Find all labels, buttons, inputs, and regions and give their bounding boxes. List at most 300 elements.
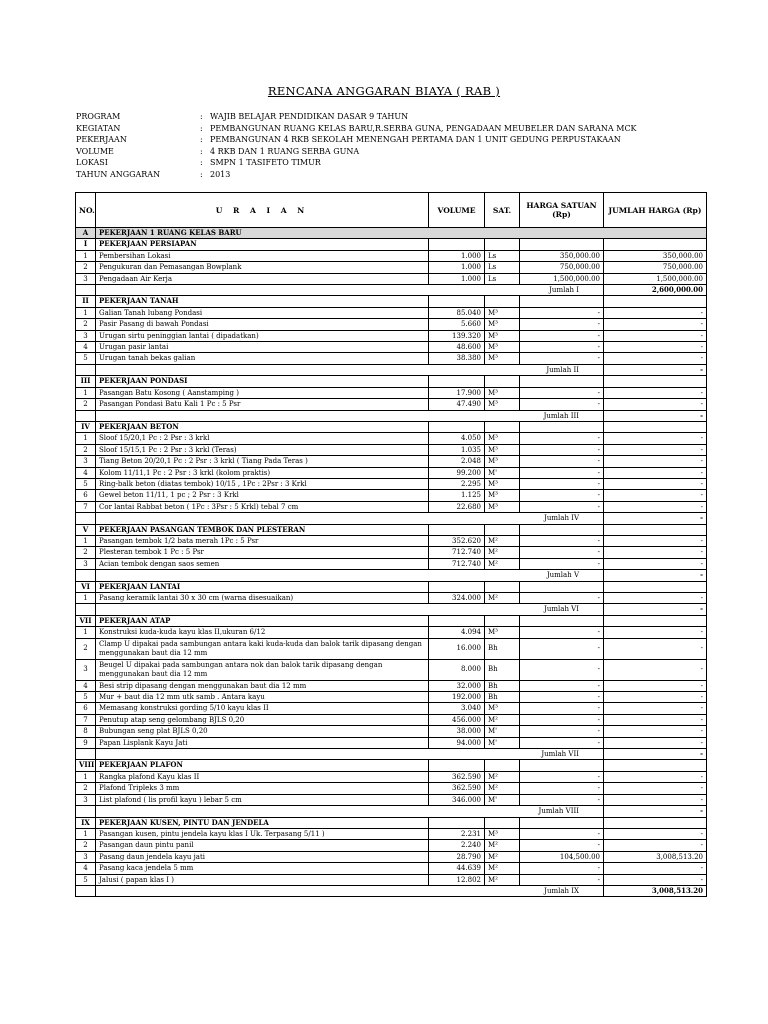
cell-empty <box>76 570 96 581</box>
item-jumlah-harga: - <box>604 874 707 885</box>
item-volume: 139.320 <box>429 330 485 341</box>
cell-empty <box>520 615 604 626</box>
item-uraian: List plafond ( lis profil kayu ) lebar 5 cm <box>96 794 429 805</box>
item-volume: 94.000 <box>429 737 485 748</box>
cell-empty <box>485 421 520 432</box>
group-row <box>76 615 707 626</box>
cell-empty <box>76 749 96 760</box>
item-uraian: Pasangan tembok 1/2 bata merah 1Pc : 5 Psr <box>96 535 429 546</box>
item-harga-satuan: 350,000.00 <box>520 250 604 261</box>
group-roman: IX <box>76 817 96 828</box>
item-jumlah-harga: 750,000.00 <box>604 262 707 273</box>
item-satuan: M² <box>485 593 520 604</box>
cell-empty <box>76 806 96 817</box>
header-volume: VOLUME <box>429 193 485 228</box>
item-no: 4 <box>76 680 96 691</box>
item-harga-satuan: - <box>520 342 604 353</box>
table-header <box>76 193 707 228</box>
item-harga-satuan: - <box>520 659 604 680</box>
item-jumlah-harga: - <box>604 828 707 839</box>
table-row <box>76 399 707 410</box>
item-uraian: Sloof 15/15,1 Pc : 2 Psr : 3 krkl (Teras) <box>96 444 429 455</box>
group-total-row <box>76 364 707 375</box>
item-satuan: M² <box>485 558 520 569</box>
item-jumlah-harga: 350,000.00 <box>604 250 707 261</box>
item-no: 6 <box>76 703 96 714</box>
table-row <box>76 593 707 604</box>
cell-empty <box>604 421 707 432</box>
item-no: 4 <box>76 342 96 353</box>
meta-row <box>76 146 637 158</box>
meta-key: PEKERJAAN <box>76 135 127 145</box>
group-name: PEKERJAAN ATAP <box>96 615 429 626</box>
item-uraian: Plafond Tripleks 3 mm <box>96 783 429 794</box>
item-harga-satuan: - <box>520 863 604 874</box>
item-harga-satuan: - <box>520 319 604 330</box>
table-row <box>76 771 707 782</box>
item-jumlah-harga: - <box>604 342 707 353</box>
table-row <box>76 501 707 512</box>
group-total-value: 2,600,000.00 <box>604 285 707 296</box>
cell-empty <box>520 817 604 828</box>
item-uraian: Pasang keramik lantai 30 x 30 cm (warna disesuaikan) <box>96 593 429 604</box>
item-harga-satuan: - <box>520 444 604 455</box>
group-name: PEKERJAAN LANTAI <box>96 581 429 592</box>
header-harga-satuan: HARGA SATUAN (Rp) <box>520 193 604 228</box>
item-volume: 85.040 <box>429 307 485 318</box>
cell-empty <box>485 581 520 592</box>
group-total-label: Jumlah V <box>96 570 604 581</box>
header-no: NO. <box>76 193 96 228</box>
item-satuan: M² <box>485 535 520 546</box>
item-satuan: M³ <box>485 387 520 398</box>
meta-value: SMPN 1 TASIFETO TIMUR <box>210 158 321 168</box>
meta-key: LOKASI <box>76 158 108 168</box>
item-jumlah-harga: - <box>604 330 707 341</box>
item-satuan: M³ <box>485 353 520 364</box>
item-satuan: M³ <box>485 444 520 455</box>
item-jumlah-harga: - <box>604 726 707 737</box>
item-satuan: M³ <box>485 627 520 638</box>
cell-empty <box>604 524 707 535</box>
item-no: 2 <box>76 319 96 330</box>
item-no: 4 <box>76 863 96 874</box>
item-uraian: Bubungan seng plat BJLS 0,20 <box>96 726 429 737</box>
item-volume: 8.000 <box>429 659 485 680</box>
item-harga-satuan: - <box>520 771 604 782</box>
table-row <box>76 273 707 284</box>
group-row <box>76 581 707 592</box>
item-volume: 44.639 <box>429 863 485 874</box>
group-total-value: - <box>604 513 707 524</box>
meta-separator: : <box>200 135 203 145</box>
item-harga-satuan: - <box>520 307 604 318</box>
item-satuan: M³ <box>485 501 520 512</box>
group-name: PEKERJAAN TANAH <box>96 296 429 307</box>
group-row <box>76 421 707 432</box>
group-total-value: - <box>604 749 707 760</box>
item-jumlah-harga: - <box>604 714 707 725</box>
item-no: 1 <box>76 593 96 604</box>
item-uraian: Mur + baut dia 12 mm utk samb . Antara kayu <box>96 692 429 703</box>
item-harga-satuan: - <box>520 680 604 691</box>
item-satuan: M³ <box>485 478 520 489</box>
table-row <box>76 828 707 839</box>
table-row <box>76 535 707 546</box>
meta-value: WAJIB BELAJAR PENDIDIKAN DASAR 9 TAHUN <box>210 112 409 121</box>
group-total-value: - <box>604 410 707 421</box>
item-volume: 38.000 <box>429 726 485 737</box>
meta-row <box>76 123 637 135</box>
item-harga-satuan: - <box>520 547 604 558</box>
group-name: PEKERJAAN PONDASI <box>96 376 429 387</box>
meta-separator: : <box>200 112 203 121</box>
table-row <box>76 342 707 353</box>
item-harga-satuan: - <box>520 399 604 410</box>
item-no: 1 <box>76 771 96 782</box>
cell-empty <box>485 817 520 828</box>
item-volume: 12.802 <box>429 874 485 885</box>
item-no: 1 <box>76 627 96 638</box>
item-uraian: Urugan tanah bekas galian <box>96 353 429 364</box>
item-uraian: Pasir Pasang di bawah Pondasi <box>96 319 429 330</box>
group-total-row <box>76 410 707 421</box>
item-uraian: Ring-balk beton (diatas tembok) 10/15 , 1Pc : 2Psr : 3 Krkl <box>96 478 429 489</box>
item-satuan: M³ <box>485 342 520 353</box>
item-satuan: M² <box>485 840 520 851</box>
table-row <box>76 714 707 725</box>
table-row <box>76 307 707 318</box>
meta-key: KEGIATAN <box>76 123 121 133</box>
item-harga-satuan: - <box>520 794 604 805</box>
group-row <box>76 817 707 828</box>
table-row <box>76 680 707 691</box>
group-roman: IV <box>76 421 96 432</box>
item-satuan: M' <box>485 737 520 748</box>
meta-row <box>76 169 637 181</box>
item-volume: 712.740 <box>429 547 485 558</box>
cell-empty <box>485 760 520 771</box>
item-uraian: Pasang daun jendela kayu jati <box>96 851 429 862</box>
cell-empty <box>520 581 604 592</box>
item-no: 3 <box>76 794 96 805</box>
meta-row <box>76 111 637 123</box>
item-volume: 48.600 <box>429 342 485 353</box>
item-satuan: M³ <box>485 330 520 341</box>
cell-empty <box>604 615 707 626</box>
meta-value: PEMBANGUNAN 4 RKB SEKOLAH MENENGAH PERTAMA DAN 1 UNIT GEDUNG PERPUSTAKAAN <box>210 135 621 145</box>
meta-separator: : <box>200 123 203 133</box>
item-no: 5 <box>76 478 96 489</box>
item-volume: 456.000 <box>429 714 485 725</box>
item-harga-satuan: - <box>520 558 604 569</box>
header-sat: SAT. <box>485 193 520 228</box>
item-jumlah-harga: - <box>604 783 707 794</box>
item-volume: 2.231 <box>429 828 485 839</box>
item-satuan: M² <box>485 783 520 794</box>
item-uraian: Urugan sirtu peninggian lantai ( dipadatkan) <box>96 330 429 341</box>
item-satuan: Ls <box>485 262 520 273</box>
item-volume: 2.048 <box>429 456 485 467</box>
item-jumlah-harga: - <box>604 490 707 501</box>
item-harga-satuan: 750,000.00 <box>520 262 604 273</box>
meta-key: VOLUME <box>76 146 114 156</box>
item-volume: 192.000 <box>429 692 485 703</box>
cell-empty <box>429 524 485 535</box>
cell-empty <box>604 581 707 592</box>
item-jumlah-harga: 3,008,513.20 <box>604 851 707 862</box>
group-total-row <box>76 570 707 581</box>
item-no: 5 <box>76 692 96 703</box>
meta-key: PROGRAM <box>76 112 121 121</box>
table-row <box>76 330 707 341</box>
cell-empty <box>485 296 520 307</box>
item-uraian: Pasangan Pondasi Batu Kali 1 Pc : 5 Psr <box>96 399 429 410</box>
item-jumlah-harga: - <box>604 703 707 714</box>
table-row <box>76 467 707 478</box>
table-row <box>76 794 707 805</box>
item-satuan: Bh <box>485 692 520 703</box>
item-jumlah-harga: - <box>604 478 707 489</box>
item-uraian: Pasangan daun pintu panil <box>96 840 429 851</box>
item-uraian: Pasang kaca jendela 5 mm <box>96 863 429 874</box>
group-total-value: - <box>604 570 707 581</box>
item-satuan: Ls <box>485 250 520 261</box>
item-jumlah-harga: - <box>604 692 707 703</box>
item-satuan: M³ <box>485 828 520 839</box>
cell-empty <box>429 376 485 387</box>
table-row <box>76 783 707 794</box>
item-jumlah-harga: - <box>604 638 707 659</box>
item-uraian: Konstruksi kuda-kuda kayu klas II,ukuran 6/12 <box>96 627 429 638</box>
item-jumlah-harga: - <box>604 794 707 805</box>
item-volume: 346.000 <box>429 794 485 805</box>
meta-value: 2013 <box>210 169 231 179</box>
item-volume: 1.000 <box>429 273 485 284</box>
group-total-row <box>76 749 707 760</box>
item-jumlah-harga: - <box>604 558 707 569</box>
item-jumlah-harga: - <box>604 319 707 330</box>
item-jumlah-harga: - <box>604 737 707 748</box>
item-volume: 324.000 <box>429 593 485 604</box>
item-satuan: M² <box>485 874 520 885</box>
item-jumlah-harga: - <box>604 771 707 782</box>
item-harga-satuan: - <box>520 714 604 725</box>
meta-separator: : <box>200 158 203 168</box>
cell-empty <box>520 421 604 432</box>
item-no: 2 <box>76 444 96 455</box>
group-roman: III <box>76 376 96 387</box>
group-row <box>76 239 707 250</box>
item-volume: 2.295 <box>429 478 485 489</box>
section-row <box>76 228 707 239</box>
item-jumlah-harga: - <box>604 659 707 680</box>
item-harga-satuan: - <box>520 467 604 478</box>
group-total-value: - <box>604 364 707 375</box>
group-roman: II <box>76 296 96 307</box>
cell-empty <box>604 296 707 307</box>
group-name: PEKERJAAN PERSIAPAN <box>96 239 429 250</box>
item-uraian: Plesteran tembok 1 Pc : 5 Psr <box>96 547 429 558</box>
group-roman: VI <box>76 581 96 592</box>
cell-empty <box>429 421 485 432</box>
table-row <box>76 659 707 680</box>
cell-empty <box>429 817 485 828</box>
group-total-label: Jumlah VI <box>96 604 604 615</box>
item-no: 1 <box>76 433 96 444</box>
item-jumlah-harga: - <box>604 307 707 318</box>
item-no: 1 <box>76 250 96 261</box>
item-satuan: Ls <box>485 273 520 284</box>
group-name: PEKERJAAN PASANGAN TEMBOK DAN PLESTERAN <box>96 524 429 535</box>
item-no: 2 <box>76 783 96 794</box>
cell-empty <box>485 239 520 250</box>
item-satuan: Bh <box>485 659 520 680</box>
table-row <box>76 478 707 489</box>
meta-separator: : <box>200 169 203 179</box>
group-name: PEKERJAAN PLAFON <box>96 760 429 771</box>
item-volume: 3.040 <box>429 703 485 714</box>
cell-empty <box>76 604 96 615</box>
cell-empty <box>429 296 485 307</box>
item-satuan: Bh <box>485 638 520 659</box>
meta-value: 4 RKB DAN 1 RUANG SERBA GUNA <box>210 146 360 156</box>
item-satuan: M³ <box>485 433 520 444</box>
item-uraian: Gewel beton 11/11, 1 pc ; 2 Psr : 3 Krkl <box>96 490 429 501</box>
table-row <box>76 851 707 862</box>
group-roman: V <box>76 524 96 535</box>
item-satuan: M' <box>485 726 520 737</box>
item-satuan: M' <box>485 467 520 478</box>
item-volume: 1.035 <box>429 444 485 455</box>
item-harga-satuan: - <box>520 501 604 512</box>
table-row <box>76 547 707 558</box>
item-harga-satuan: - <box>520 593 604 604</box>
item-no: 1 <box>76 535 96 546</box>
item-uraian: Pasangan Batu Kosong ( Aanstamping ) <box>96 387 429 398</box>
item-harga-satuan: - <box>520 692 604 703</box>
item-volume: 28.790 <box>429 851 485 862</box>
item-harga-satuan: - <box>520 490 604 501</box>
table-row <box>76 726 707 737</box>
group-total-row <box>76 806 707 817</box>
meta-key: TAHUN ANGGARAN <box>76 169 161 179</box>
table-row <box>76 387 707 398</box>
group-roman: I <box>76 239 96 250</box>
item-no: 1 <box>76 307 96 318</box>
item-harga-satuan: - <box>520 737 604 748</box>
item-uraian: Jalusi ( papan klas I ) <box>96 874 429 885</box>
group-name: PEKERJAAN BETON <box>96 421 429 432</box>
cell-empty <box>429 760 485 771</box>
item-volume: 1.125 <box>429 490 485 501</box>
table-row <box>76 840 707 851</box>
item-uraian: Rangka plafond Kayu klas II <box>96 771 429 782</box>
cell-empty <box>429 581 485 592</box>
item-jumlah-harga: - <box>604 863 707 874</box>
cell-empty <box>429 615 485 626</box>
item-no: 5 <box>76 874 96 885</box>
table-row <box>76 353 707 364</box>
item-uraian: Cor lantai Rabbat beton ( 1Pc : 3Psr : 5 Krkl) tebal 7 cm <box>96 501 429 512</box>
item-satuan: M³ <box>485 307 520 318</box>
cell-empty <box>520 524 604 535</box>
item-jumlah-harga: - <box>604 593 707 604</box>
project-info <box>76 111 637 181</box>
item-harga-satuan: 104,500.00 <box>520 851 604 862</box>
group-total-row <box>76 604 707 615</box>
table-row <box>76 874 707 885</box>
item-jumlah-harga: - <box>604 399 707 410</box>
section-name: PEKERJAAN 1 RUANG KELAS BARU <box>96 228 707 239</box>
group-total-label: Jumlah II <box>96 364 604 375</box>
table-row <box>76 638 707 659</box>
cell-empty <box>604 376 707 387</box>
group-total-label: Jumlah VII <box>96 749 604 760</box>
cell-empty <box>76 513 96 524</box>
cell-empty <box>485 524 520 535</box>
item-no: 3 <box>76 851 96 862</box>
item-no: 5 <box>76 353 96 364</box>
item-uraian: Pengukuran dan Pemasangan Bowplank <box>96 262 429 273</box>
cell-empty <box>520 760 604 771</box>
item-satuan: M³ <box>485 399 520 410</box>
item-no: 8 <box>76 726 96 737</box>
item-volume: 1.000 <box>429 250 485 261</box>
group-row <box>76 524 707 535</box>
item-jumlah-harga: - <box>604 467 707 478</box>
item-no: 2 <box>76 262 96 273</box>
cell-empty <box>520 239 604 250</box>
item-harga-satuan: - <box>520 726 604 737</box>
item-jumlah-harga: - <box>604 456 707 467</box>
table-row <box>76 863 707 874</box>
item-volume: 47.490 <box>429 399 485 410</box>
cell-empty <box>76 885 96 896</box>
item-volume: 17.900 <box>429 387 485 398</box>
table-row <box>76 319 707 330</box>
item-jumlah-harga: - <box>604 627 707 638</box>
item-harga-satuan: - <box>520 627 604 638</box>
cell-empty <box>76 364 96 375</box>
item-harga-satuan: 1,500,000.00 <box>520 273 604 284</box>
item-harga-satuan: - <box>520 330 604 341</box>
cell-empty <box>76 285 96 296</box>
item-no: 1 <box>76 387 96 398</box>
meta-separator: : <box>200 146 203 156</box>
cell-empty <box>604 239 707 250</box>
cell-empty <box>520 376 604 387</box>
table-row <box>76 737 707 748</box>
item-uraian: Penutup atap seng gelombang BJLS 0,20 <box>96 714 429 725</box>
item-uraian: Galian Tanah lubang Pondasi <box>96 307 429 318</box>
table-row <box>76 444 707 455</box>
item-harga-satuan: - <box>520 703 604 714</box>
group-total-value: 3,008,513.20 <box>604 885 707 896</box>
item-jumlah-harga: - <box>604 501 707 512</box>
item-jumlah-harga: - <box>604 444 707 455</box>
item-harga-satuan: - <box>520 783 604 794</box>
item-volume: 352.620 <box>429 535 485 546</box>
item-uraian: Besi strip dipasang dengan menggunakan baut dia 12 mm <box>96 680 429 691</box>
item-satuan: M² <box>485 851 520 862</box>
item-volume: 2.240 <box>429 840 485 851</box>
meta-row <box>76 134 637 146</box>
item-jumlah-harga: 1,500,000.00 <box>604 273 707 284</box>
group-row <box>76 296 707 307</box>
item-volume: 4.050 <box>429 433 485 444</box>
group-total-label: Jumlah IV <box>96 513 604 524</box>
